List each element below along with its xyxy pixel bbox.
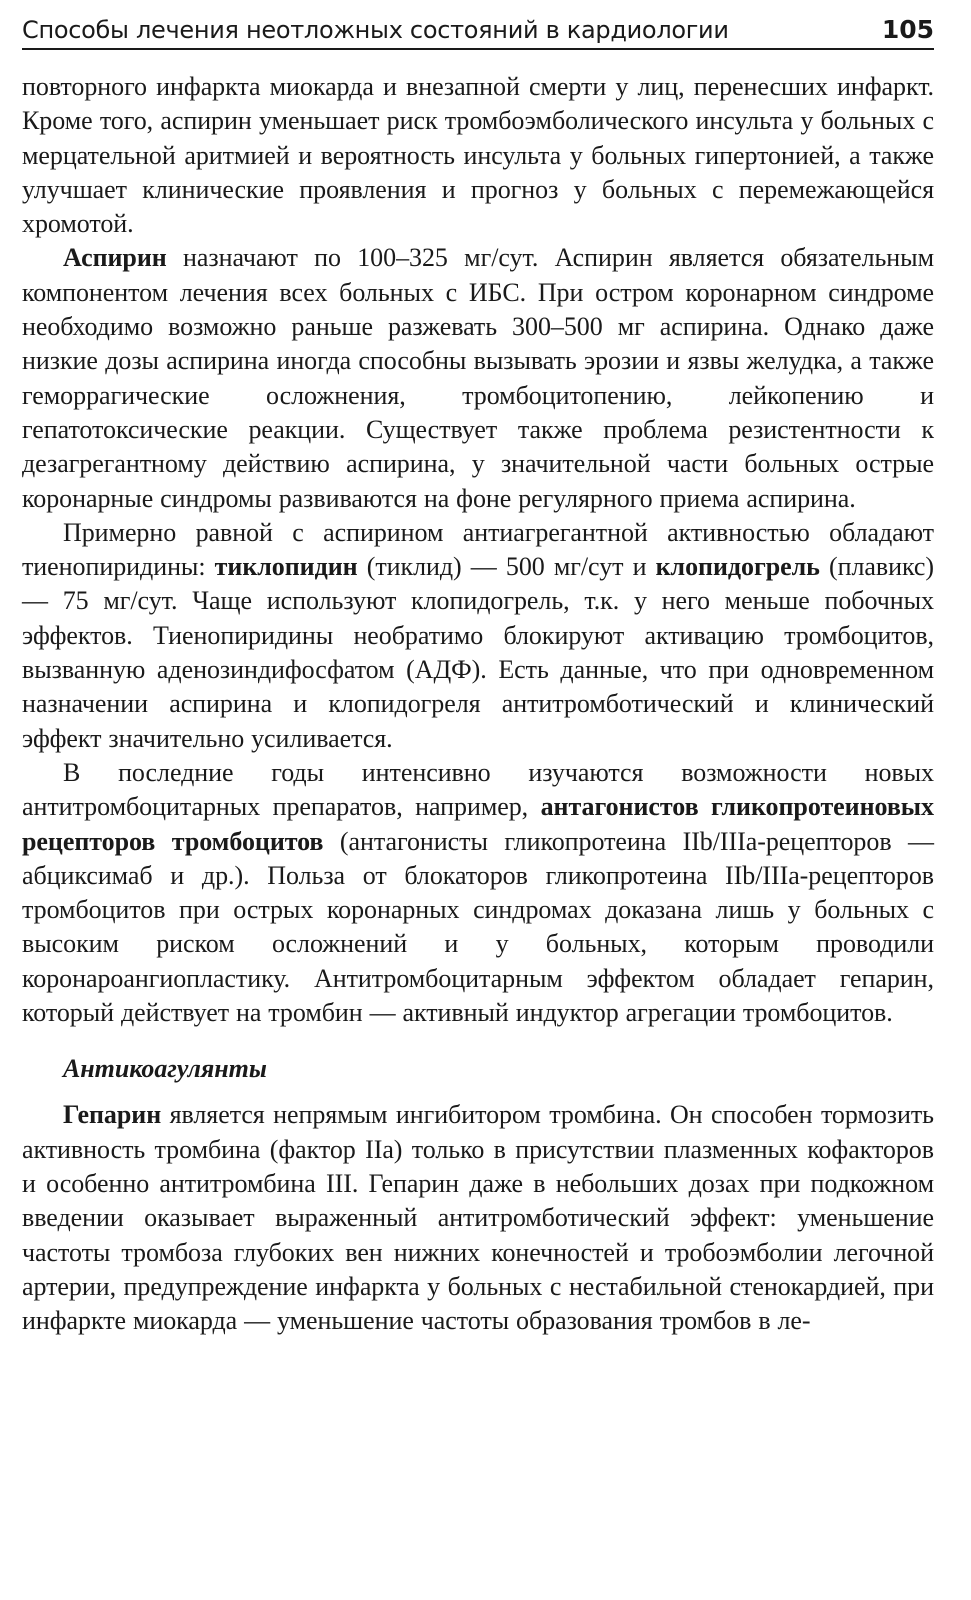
paragraph-continued <box>22 70 934 241</box>
section-heading: Антикоагулянты <box>63 1054 267 1084</box>
body-text <box>22 70 934 1338</box>
paragraph-text: является непрямым ингибитором тромбина. Он способен тормозить активность тромбина (фактор IIa) только в присутствии плазменных кофакторов и особенно антитромбина III. Гепарин даже в небольших дозах при подкожном введении оказывает выраженный антитромботический эффект: уменьшение частоты тромбоза глубоких вен нижних конечностей и тробоэмболии легочной артерии, предупреждение инфаркта у больных с нестабильной стенокардией, при инфаркте миокарда — уменьшение частоты образования тромбов в ле- <box>22 1100 934 1336</box>
term-clopidogrel: клопидогрель <box>655 552 820 582</box>
paragraph-text: повторного инфаркта миокарда и внезапной смерти у лиц, перенесших инфаркт. Кроме того, аспирин уменьшает риск тромбоэмболического инсульта у больных с мерцательной аритмией и вероятность инсульта у больных гипертонией, а также улучшает клинические проявления и прогноз у больных с перемежающейся хромотой. <box>22 72 934 239</box>
paragraph-aspirin <box>22 241 934 515</box>
term-aspirin: Аспирин <box>63 243 167 273</box>
paragraph-text: (плавикс) — 75 мг/сут. Чаще используют клопидогрель, т.к. у него меньше побочных эффектов. Тиенопиридины необратимо блокируют активацию тромбоцитов, вызванную аденозиндифосфатом (АДФ). Есть данные, что при одновременном назначении аспирина и клопидогреля антитромботический и клинический эффект значительно усиливается. <box>22 552 934 753</box>
running-header <box>22 16 934 50</box>
paragraph-thienopyridines <box>22 516 934 756</box>
paragraph-text: (тиклид) — 500 мг/сут и <box>357 552 656 582</box>
paragraph-heparin <box>22 1098 934 1338</box>
term-gp-antagonists: антагонистов гликопротеиновых рецепторов тромбоцитов <box>22 792 935 856</box>
paragraph-text: Примерно равной с аспирином антиагрегантной активностью обладают тиенопиридины: <box>22 517 934 582</box>
term-heparin: Гепарин <box>63 1100 162 1130</box>
book-page <box>22 16 934 1338</box>
paragraph-text: назначают по 100–325 мг/сут. Аспирин является обязательным компонентом лечения всех больных с ИБС. При остром коронарном синдроме необходимо возможно раньше разжевать 300–500 мг аспирина. Однако даже низкие дозы аспирина иногда способны вызывать эрозии и язвы желудка, а также геморрагические осложнения, тромбоцитопению, лейкопению и гепатотоксические реакции. Существует также проблема резистентности к дезагрегантному действию аспирина, у значительной части больных острые коронарные синдромы развиваются на фоне регулярного приема аспирина. <box>22 243 934 513</box>
paragraph-text: В последние годы интенсивно изучаются возможности новых антитромбоцитарных препаратов, например, <box>22 757 934 822</box>
paragraph-gp-antagonists <box>22 756 934 1030</box>
term-ticlopidine: тиклопидин <box>214 552 358 582</box>
paragraph-text: (антагонисты гликопротеина IIb/IIIa-рецепторов — абциксимаб и др.). Польза от блокаторов гликопротеина IIb/IIIa-рецепторов тромбоцитов при острых коронарных синдромах доказана лишь у больных с высоким риском осложнений и у больных, которым проводили коронароангиопластику. Антитромбоцитарным эффектом обладает гепарин, который действует на тромбин — активный индуктор агрегации тромбоцитов. <box>22 826 935 1028</box>
page-number: 105 <box>881 15 934 44</box>
running-title: Способы лечения неотложных состояний в кардиологии <box>22 16 729 44</box>
